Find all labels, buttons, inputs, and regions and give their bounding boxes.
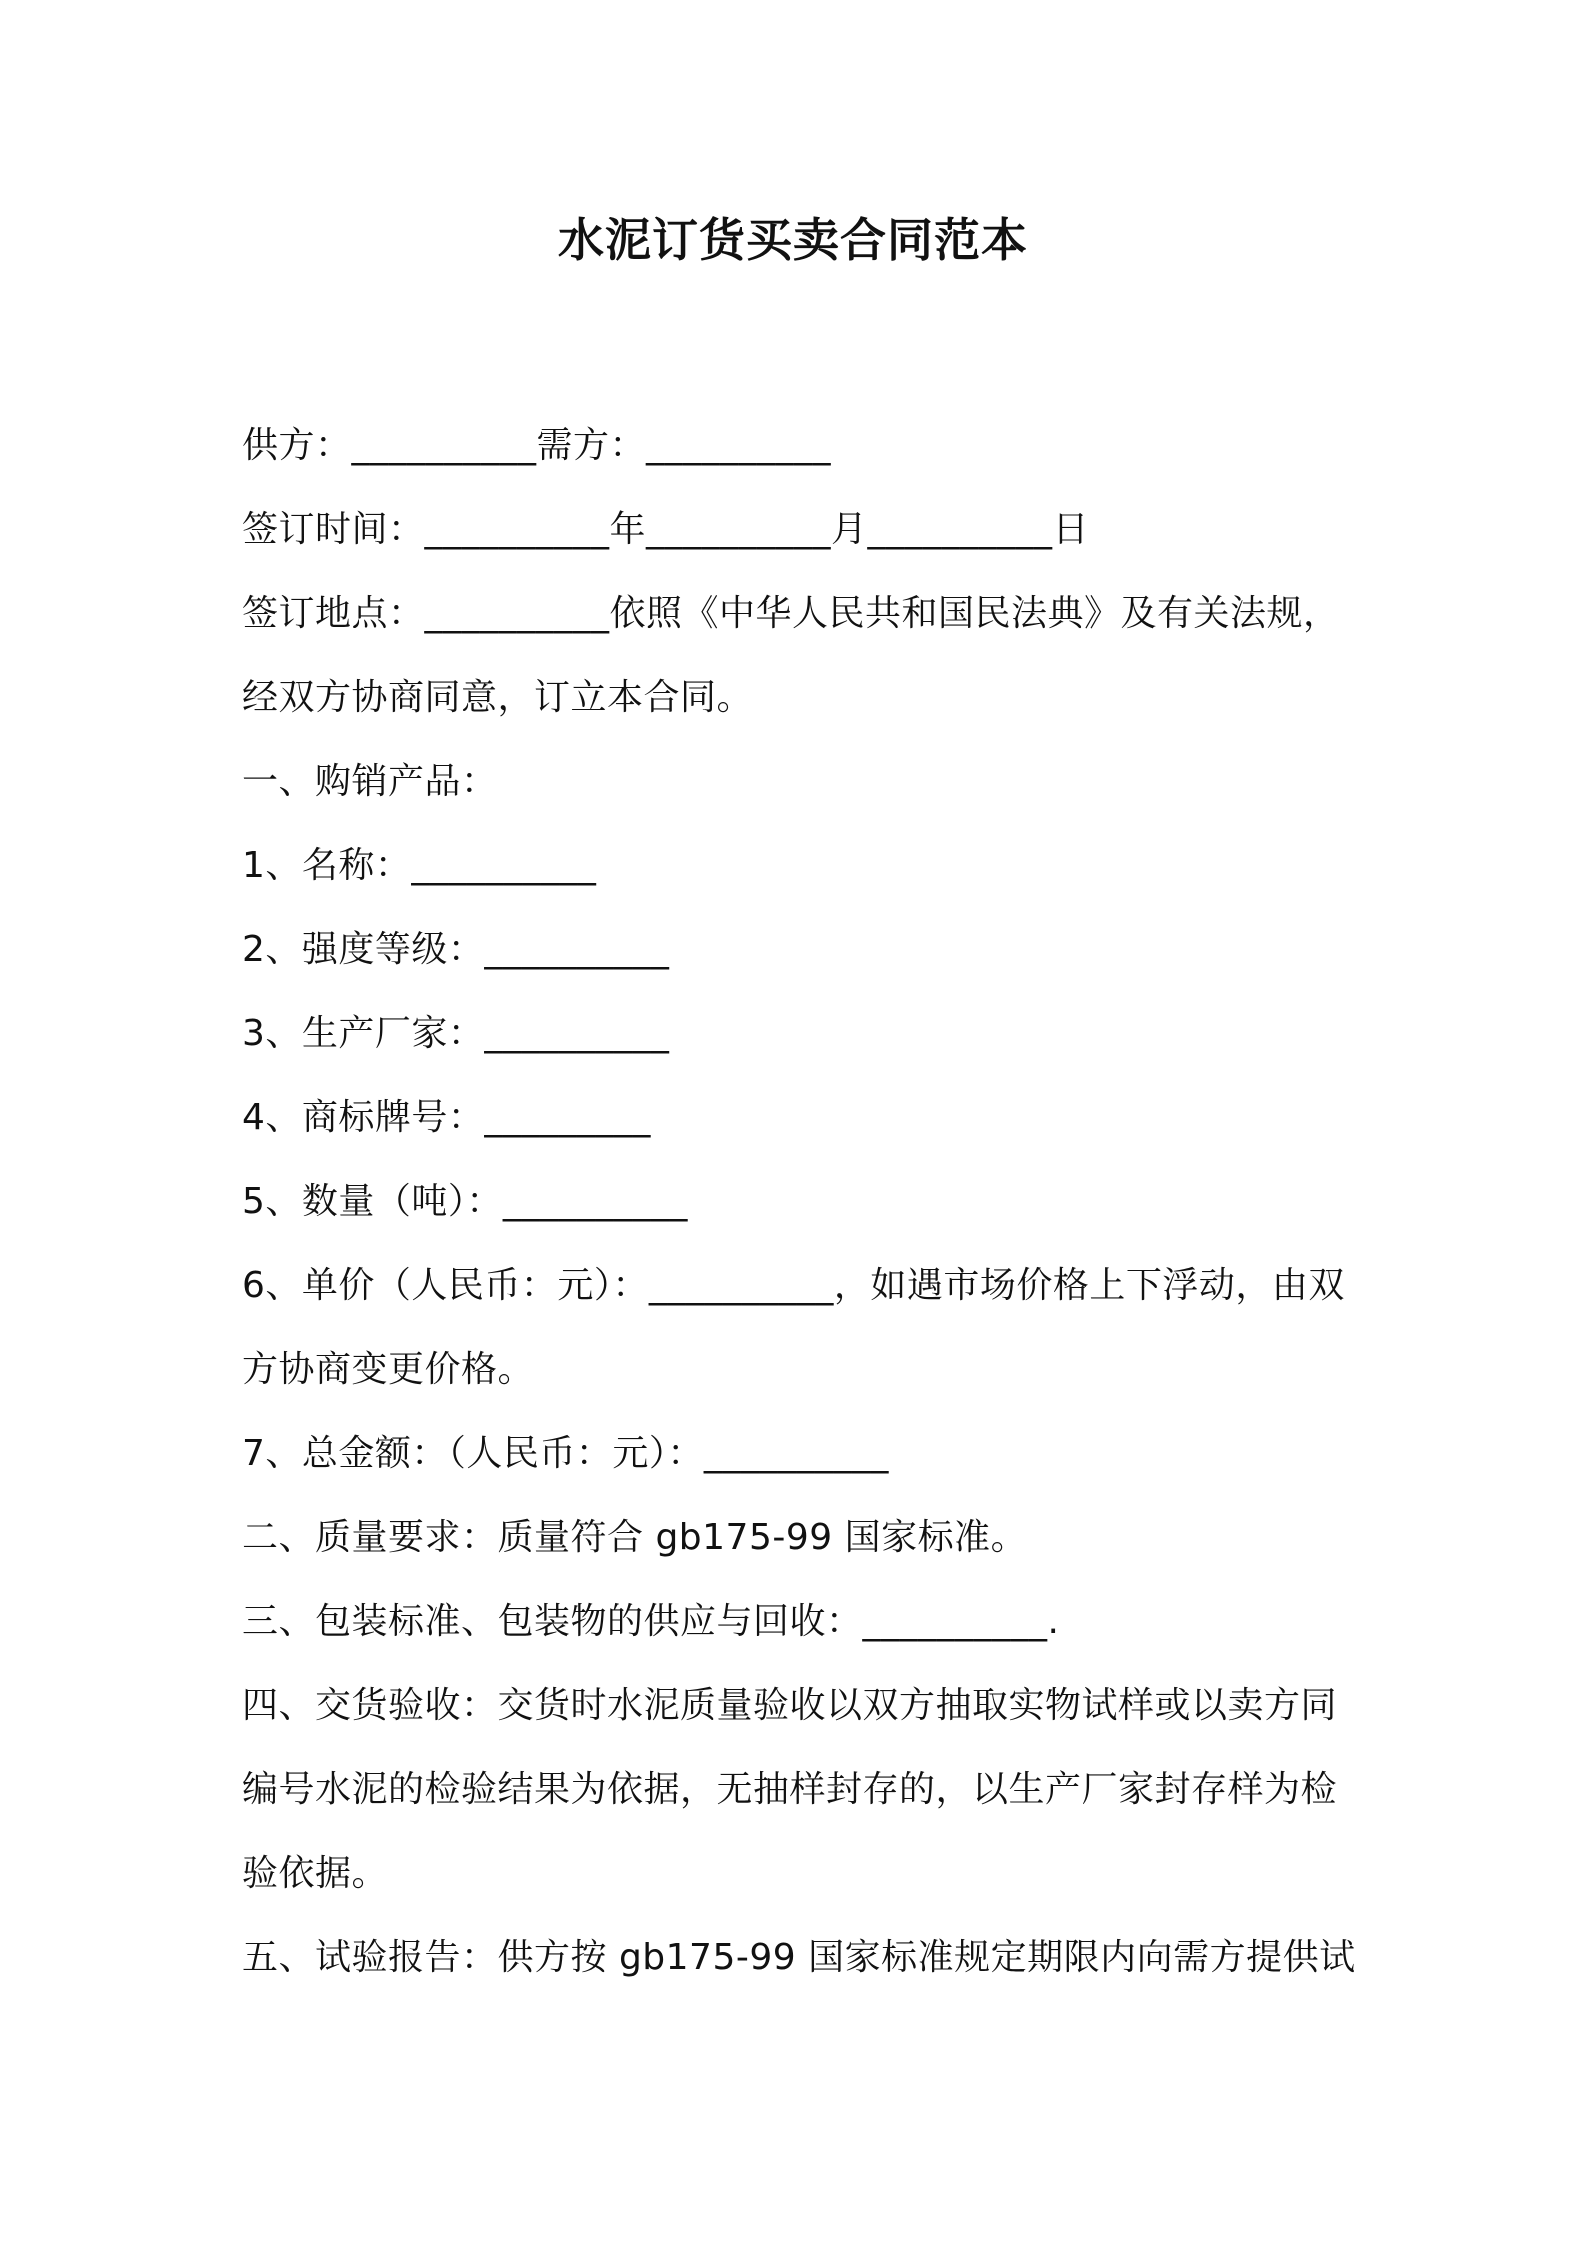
item-manufacturer: 3、生产厂家：__________ bbox=[242, 1013, 670, 1054]
section-4-acceptance-end: 验依据。 bbox=[242, 1853, 389, 1894]
item-strength-grade: 2、强度等级：__________ bbox=[242, 929, 670, 970]
section-1-heading: 一、购销产品： bbox=[242, 761, 498, 802]
item-unit-price-cont: 方协商变更价格。 bbox=[242, 1349, 535, 1390]
section-4-acceptance: 四、交货验收：交货时水泥质量验收以双方抽取实物试样或以卖方同 bbox=[242, 1685, 1338, 1726]
section-4-acceptance-cont: 编号水泥的检验结果为依据，无抽样封存的，以生产厂家封存样为检 bbox=[242, 1769, 1338, 1810]
line-sign-place: 签订地点：__________依照《中华人民共和国民法典》及有关法规， bbox=[242, 593, 1340, 634]
line-sign-date: 签订时间：__________年__________月__________日 bbox=[242, 509, 1090, 550]
item-brand: 4、商标牌号：_________ bbox=[242, 1097, 651, 1138]
document-body bbox=[242, 404, 1362, 2000]
document-title: 水泥订货买卖合同范本 bbox=[558, 213, 1028, 267]
item-quantity: 5、数量（吨）：__________ bbox=[242, 1181, 688, 1222]
item-name: 1、名称：__________ bbox=[242, 845, 597, 886]
section-3-packaging: 三、包装标准、包装物的供应与回收：__________. bbox=[242, 1601, 1060, 1642]
section-2-quality: 二、质量要求：质量符合 gb175-99 国家标准。 bbox=[242, 1517, 1028, 1558]
line-agreement: 经双方协商同意，订立本合同。 bbox=[242, 677, 754, 718]
line-supplier-demander: 供方：__________需方：__________ bbox=[242, 425, 832, 466]
item-total-amount: 7、总金额：（人民币：元）：__________ bbox=[242, 1433, 889, 1474]
item-unit-price: 6、单价（人民币：元）：__________，如遇市场价格上下浮动，由双 bbox=[242, 1265, 1345, 1306]
section-5-test-report: 五、试验报告：供方按 gb175-99 国家标准规定期限内向需方提供试 bbox=[242, 1937, 1356, 1978]
